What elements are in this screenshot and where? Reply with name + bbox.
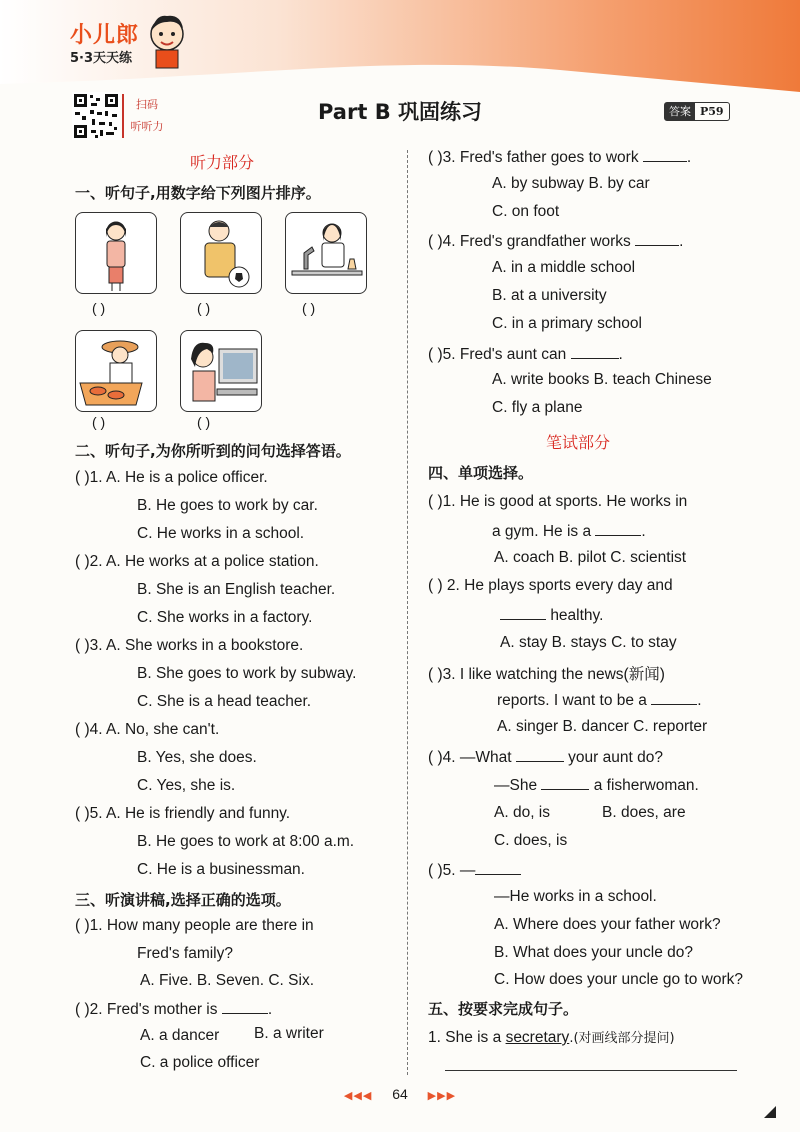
s3-q2-option-a: A. a dancer: [140, 1027, 220, 1044]
answer-blank[interactable]: [651, 690, 697, 705]
answer-blank-pic5[interactable]: ( ): [197, 414, 211, 430]
s4-q2-line1: ( ) 2. He plays sports every day and: [428, 577, 673, 594]
s4-q3-line2: reports. I want to be a .: [497, 692, 702, 709]
scan-label-line1: 扫码: [136, 98, 158, 111]
mascot-boy-icon: [148, 10, 186, 70]
s4-q5-line1: [428, 860, 521, 880]
corner-mark-icon: [764, 1106, 776, 1118]
answer-blank[interactable]: [635, 231, 679, 246]
logo-sub-text: 5·3天天练: [70, 51, 133, 66]
s4-q4-line2: [494, 775, 699, 795]
s3-q3-stem-text: ( )3. Fred's father goes to work: [428, 149, 639, 166]
s4-q1-line2: a gym. He is a .: [492, 523, 646, 540]
s3-q2-stem-text: ( )2. Fred's mother is: [75, 1001, 218, 1018]
brand-logo: [70, 18, 139, 66]
s4-q3-line2-text: reports. I want to be a: [497, 692, 647, 709]
picture-scientist-microscope: [285, 212, 367, 294]
answer-page-ref: P59: [700, 105, 724, 118]
answer-blank-pic1[interactable]: ( ): [92, 300, 106, 316]
s2-q2-option-b: B. She is an English teacher.: [137, 581, 336, 598]
s4-q2-line2-text: healthy.: [550, 607, 604, 624]
s3-q1-line1: ( )1. How many people are there in: [75, 917, 314, 934]
s2-q3-option-b: B. She goes to work by subway.: [137, 665, 357, 682]
answer-blank[interactable]: [595, 521, 641, 536]
s2-q4-option-b: B. Yes, she does.: [137, 749, 257, 766]
s3-q3-options-ab: A. by subway B. by car: [492, 175, 650, 192]
s2-q3-option-a: ( )3. A. She works in a bookstore.: [75, 637, 304, 654]
s4-q3-line1: ( )3. I like watching the news(新闻): [428, 666, 665, 683]
answer-blank-pic3[interactable]: ( ): [302, 300, 316, 316]
left-arrows-icon: ◀◀◀: [343, 1090, 373, 1102]
s4-q5-option-c: C. How does your uncle go to work?: [494, 971, 743, 988]
section-1-heading: 一、听句子,用数字给下列图片排序。: [75, 184, 321, 202]
s3-q2-option-c: C. a police officer: [140, 1054, 260, 1071]
s4-q4-line2-b: a fisherwoman.: [593, 777, 699, 794]
s4-q4-line1-b: your aunt do?: [568, 749, 663, 766]
s2-q1-option-c: C. He works in a school.: [137, 525, 305, 542]
s4-q4-option-a: A. do, is: [494, 804, 550, 821]
page-title: Part B 巩固练习: [317, 100, 483, 124]
s2-q4-option-a: ( )4. A. No, she can't.: [75, 721, 220, 738]
answer-line[interactable]: [445, 1070, 737, 1071]
answer-blank[interactable]: [516, 747, 564, 762]
answer-blank[interactable]: [222, 999, 268, 1014]
s3-q4-stem: ( )4. Fred's grandfather works .: [428, 233, 684, 250]
section-3-heading: 三、听演讲稿,选择正确的选项。: [75, 891, 291, 909]
section-5-heading: 五、按要求完成句子。: [428, 1000, 579, 1018]
s4-q4-line2-a: —She: [494, 777, 538, 794]
s3-q4-option-a: A. in a middle school: [492, 259, 636, 276]
s4-q5-line1-text: ( )5. —: [428, 862, 476, 879]
s3-q2-option-b: B. a writer: [254, 1025, 324, 1042]
right-arrows-icon: ▶▶▶: [427, 1090, 457, 1102]
s4-q5-option-b: B. What does your uncle do?: [494, 944, 694, 961]
s4-q5-option-a: A. Where does your father work?: [494, 916, 721, 933]
answer-label: 答案: [665, 103, 695, 120]
s5-q1-stem: [428, 1027, 675, 1047]
s3-q3-stem: ( )3. Fred's father goes to work .: [428, 149, 692, 166]
s4-q2-line2: [500, 605, 603, 625]
s3-q1-options: A. Five. B. Seven. C. Six.: [140, 972, 315, 989]
s2-q5-option-b: B. He goes to work at 8:00 a.m.: [137, 833, 355, 850]
s4-q1-line2-text: a gym. He is a: [492, 523, 592, 540]
s3-q4-option-b: B. at a university: [492, 287, 607, 304]
picture-woman-secretary: [75, 212, 157, 294]
s4-q1-line1: ( )1. He is good at sports. He works in: [428, 493, 688, 510]
s3-q4-stem-text: ( )4. Fred's grandfather works: [428, 233, 631, 250]
s3-q5-stem-text: ( )5. Fred's aunt can: [428, 346, 567, 363]
s5-q1-instruction: .(对画线部分提问): [569, 1031, 675, 1046]
picture-woman-at-computer: [180, 330, 262, 412]
section-4-heading: 四、单项选择。: [428, 464, 534, 482]
s4-q2-options: A. stay B. stays C. to stay: [500, 634, 677, 651]
s2-q2-option-c: C. She works in a factory.: [137, 609, 313, 626]
listening-section-title: 听力部分: [190, 153, 255, 172]
s3-q5-options-ab: A. write books B. teach Chinese: [492, 371, 712, 388]
s2-q2-option-a: ( )2. A. He works at a police station.: [75, 553, 319, 570]
section-2-heading: 二、听句子,为你所听到的问句选择答语。: [75, 442, 351, 460]
answer-blank[interactable]: [475, 860, 521, 875]
s4-q4-option-c: C. does, is: [494, 832, 568, 849]
s3-q1-line2: Fred's family?: [137, 945, 233, 962]
answer-blank[interactable]: [541, 775, 589, 790]
s4-q5-line2: —He works in a school.: [494, 888, 657, 905]
s3-q5-option-c: C. fly a plane: [492, 399, 583, 416]
scan-label-line2: 听听力: [130, 120, 164, 133]
answer-blank[interactable]: [500, 605, 546, 620]
s2-q1-option-b: B. He goes to work by car.: [137, 497, 318, 514]
picture-football-coach: [180, 212, 262, 294]
answer-page-badge[interactable]: [664, 102, 730, 121]
s4-q4-line1: [428, 747, 663, 767]
s3-q5-stem: ( )5. Fred's aunt can .: [428, 346, 623, 363]
s4-q3-options: A. singer B. dancer C. reporter: [497, 718, 708, 735]
s2-q5-option-c: C. He is a businessman.: [137, 861, 305, 878]
s3-q4-option-c: C. in a primary school: [492, 315, 642, 332]
page-number: 64: [392, 1086, 408, 1102]
s3-q2-stem: ( )2. Fred's mother is .: [75, 1001, 273, 1018]
answer-blank-pic2[interactable]: ( ): [197, 300, 211, 316]
answer-blank-pic4[interactable]: ( ): [92, 414, 106, 430]
page-footer: [0, 1086, 800, 1102]
logo-main-text: 小儿郎: [70, 23, 140, 48]
s4-q4-line1-a: ( )4. —What: [428, 749, 512, 766]
answer-blank[interactable]: [643, 147, 687, 162]
s2-q5-option-a: ( )5. A. He is friendly and funny.: [75, 805, 291, 822]
s2-q4-option-c: C. Yes, she is.: [137, 777, 236, 794]
column-divider: [407, 150, 408, 1075]
answer-blank[interactable]: [571, 344, 619, 359]
s3-q3-option-c: C. on foot: [492, 203, 560, 220]
s4-q1-options: A. coach B. pilot C. scientist: [494, 549, 687, 566]
written-section-title: 笔试部分: [546, 433, 611, 452]
s2-q1-option-a: ( )1. A. He is a police officer.: [75, 469, 268, 486]
s4-q4-option-b: B. does, are: [602, 804, 686, 821]
s5-q1-underlined-word: secretary: [505, 1029, 570, 1046]
picture-fisherwoman: [75, 330, 157, 412]
header-banner: [0, 0, 800, 92]
s2-q3-option-c: C. She is a head teacher.: [137, 693, 312, 710]
s5-q1-pre: 1. She is a: [428, 1029, 502, 1046]
